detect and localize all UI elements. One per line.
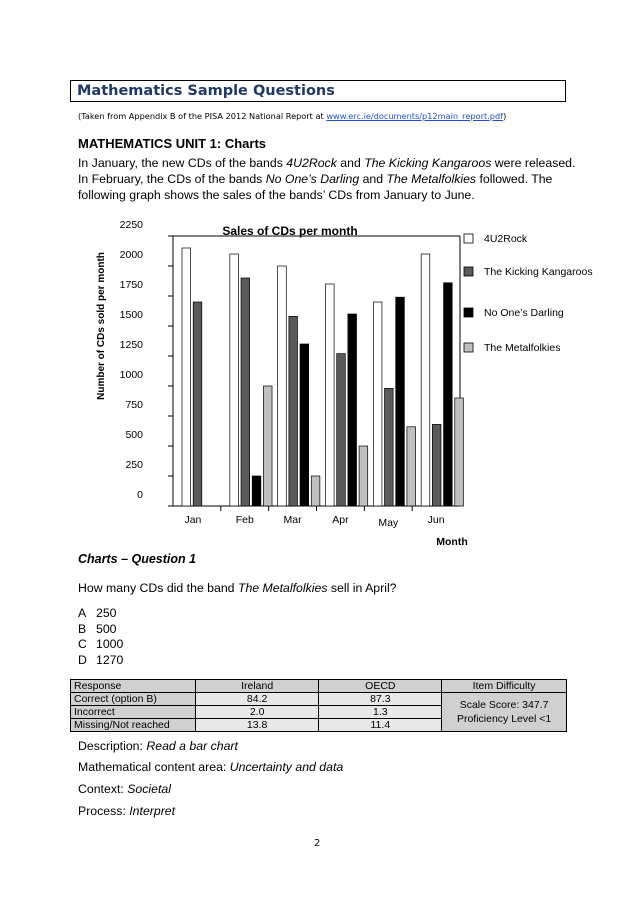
answer-options xyxy=(78,606,123,668)
chart-bars xyxy=(182,248,463,506)
x-axis-label: Month xyxy=(436,536,468,548)
x-tick-label: Jun xyxy=(427,514,445,526)
unit-title: MATHEMATICS UNIT 1: Charts xyxy=(78,136,267,151)
bar xyxy=(421,254,430,506)
legend-swatch xyxy=(464,343,473,352)
legend-swatch xyxy=(464,308,473,317)
process-line: Process: Interpret xyxy=(78,804,176,818)
scale-score: Scale Score: 347.7 xyxy=(459,699,549,711)
bar xyxy=(407,427,416,506)
section-title: Mathematics Sample Questions xyxy=(77,83,335,99)
bar xyxy=(278,266,287,506)
intro-paragraph: In January, the new CDs of the bands 4U2Rock and The Kicking Kangaroos were released. In February, the CDs of the bands No One’s Darling and The Metalfolkies followed. The following graph shows the sales of the bands’ CDs from January to June. xyxy=(78,156,576,202)
bar xyxy=(289,316,298,506)
bar xyxy=(252,476,261,506)
row-label: Missing/Not reached xyxy=(71,719,196,732)
results-table xyxy=(70,679,567,732)
description-line: Description: Read a bar chart xyxy=(78,739,238,753)
ireland-value: 84.2 xyxy=(195,693,319,706)
bar xyxy=(300,344,309,506)
oecd-value: 1.3 xyxy=(319,706,442,719)
bar xyxy=(230,254,239,506)
x-tick-label: Mar xyxy=(283,514,302,526)
x-tick-label: Feb xyxy=(235,514,254,526)
bar xyxy=(455,398,464,506)
bar xyxy=(326,284,335,506)
oecd-value: 11.4 xyxy=(319,719,442,732)
row-label: Incorrect xyxy=(71,706,196,719)
y-tick-label: 1000 xyxy=(119,369,143,381)
chart-legend xyxy=(464,233,593,354)
option-d: D 1270 xyxy=(78,652,124,667)
option-c: C 1000 xyxy=(78,637,124,651)
bar xyxy=(385,388,394,506)
bar xyxy=(241,278,250,506)
page-number: 2 xyxy=(314,838,321,849)
bar xyxy=(193,302,202,506)
y-tick-label: 750 xyxy=(125,399,143,411)
x-tick-label: Apr xyxy=(332,514,349,526)
header-oecd: OECD xyxy=(319,680,442,693)
legend-swatch xyxy=(464,234,473,243)
header-response: Response xyxy=(71,680,196,693)
y-tick-label: 500 xyxy=(125,429,143,441)
oecd-value: 87.3 xyxy=(319,693,442,706)
chart-title: Sales of CDs per month xyxy=(222,224,358,238)
y-tick-label: 1750 xyxy=(119,279,143,291)
bar xyxy=(182,248,191,506)
bar xyxy=(337,354,346,506)
ireland-value: 13.8 xyxy=(195,719,319,732)
legend-label: 4U2Rock xyxy=(484,233,528,245)
legend-label: The Kicking Kangaroos xyxy=(484,266,593,278)
proficiency-level: Proficiency Level <1 xyxy=(456,713,552,725)
legend-swatch xyxy=(464,267,473,276)
table-row xyxy=(71,693,567,706)
difficulty-cell xyxy=(442,693,567,732)
y-tick-label: 2250 xyxy=(119,219,143,231)
table-header-row xyxy=(71,680,567,693)
y-tick-label: 1500 xyxy=(119,309,143,321)
source-note: (Taken from Appendix B of the PISA 2012 National Report at www.erc.ie/documents/p12main_report.pdf) xyxy=(78,111,507,121)
x-tick-label: May xyxy=(378,517,399,529)
question-text: How many CDs did the band The Metalfolkies sell in April? xyxy=(78,581,397,595)
bar xyxy=(396,297,405,506)
bar xyxy=(348,314,357,506)
bar xyxy=(263,386,272,506)
bar xyxy=(373,302,382,506)
y-axis-label: Number of CDs sold per month xyxy=(96,252,107,400)
source-link[interactable]: www.erc.ie/documents/p12main_report.pdf xyxy=(326,111,504,121)
row-label: Correct (option B) xyxy=(71,693,196,706)
legend-label: The Metalfolkies xyxy=(484,342,561,354)
y-tick-label: 0 xyxy=(137,489,143,501)
bar xyxy=(311,476,320,506)
header-difficulty: Item Difficulty xyxy=(442,680,567,693)
context-line: Context: Societal xyxy=(78,782,171,796)
content-area-line: Mathematical content area: Uncertainty and data xyxy=(78,760,344,774)
question-heading: Charts – Question 1 xyxy=(78,552,197,566)
x-tick-label: Jan xyxy=(184,514,202,526)
bar xyxy=(359,446,368,506)
ireland-value: 2.0 xyxy=(195,706,319,719)
option-a: A 250 xyxy=(78,606,117,620)
y-tick-label: 2000 xyxy=(119,249,143,261)
y-tick-label: 250 xyxy=(125,459,143,471)
bar xyxy=(432,424,441,506)
option-b: B 500 xyxy=(78,621,117,636)
legend-label: No One’s Darling xyxy=(484,307,564,319)
header-ireland: Ireland xyxy=(195,680,319,693)
bar xyxy=(444,283,453,506)
y-tick-label: 1250 xyxy=(119,339,143,351)
